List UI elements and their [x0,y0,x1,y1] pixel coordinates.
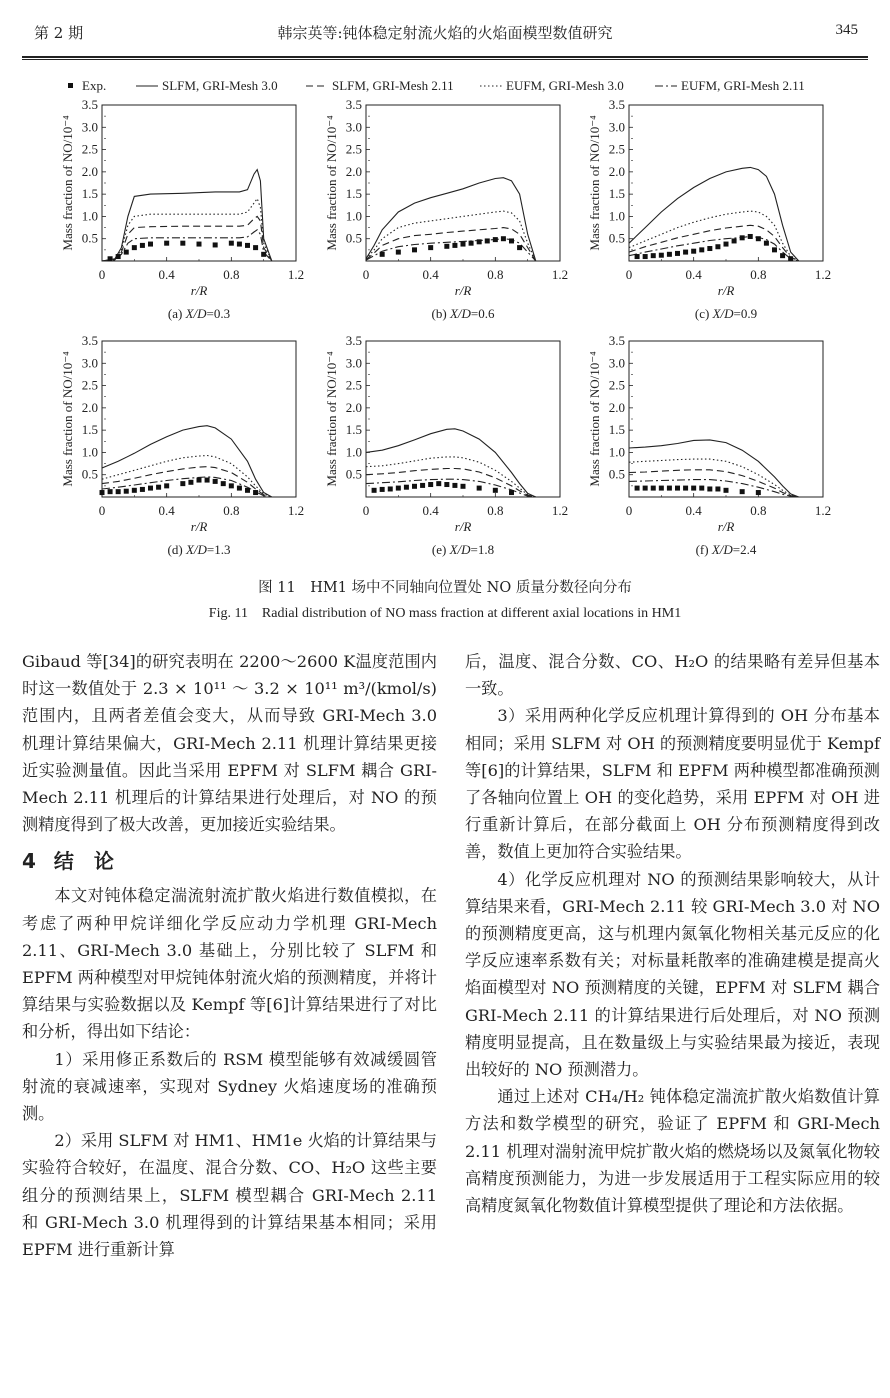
section-number: 4 [22,849,36,874]
exp-data-point [501,236,506,241]
exp-data-point [420,483,425,488]
y-tick-label: 1.5 [608,186,625,202]
exp-data-point [148,486,153,491]
exp-data-point [477,486,482,491]
y-tick-label: 0.5 [608,466,625,482]
exp-data-point [229,483,234,488]
exp-data-point [699,247,704,252]
legend-item [68,78,106,93]
exp-data-point [108,489,113,494]
exp-data-point [477,239,482,244]
exp-data-point [116,489,121,494]
x-axis-label: r/R [717,283,735,298]
exp-data-point [380,252,385,257]
exp-data-point [485,238,490,243]
exp-data-point [108,256,113,261]
y-tick-label: 0.5 [345,230,362,246]
y-tick-label: 2.0 [608,163,625,179]
y-tick-label: 1.5 [345,186,362,202]
exp-data-point [651,486,656,491]
paragraph: 通过上述对 CH₄/H₂ 钝体稳定湍流扩散火焰数值计算方法和数学模型的研究，验证了 EPFM 和 GRI-Mech 2.11 机理对湍射流甲烷扩散火焰的燃烧场以及氮氧化物较高精度预测能力，为进一步发展适用于工程实际应用的较高精度氮氧化物数值计算模型提供了理论和方法依据。 [465,1087,880,1216]
exp-data-point [197,478,202,483]
x-tick-label: 0.4 [158,267,175,282]
issue-number: 第 2 期 [34,24,84,42]
exp-data-point [469,241,474,246]
exp-data-point [667,486,672,491]
x-tick-label: 0 [98,503,106,518]
exp-data-point [659,486,664,491]
exp-data-point [148,242,153,247]
caption-variable: X/D [185,306,207,321]
exp-data-point [756,236,761,241]
caption-variable: X/D [185,542,207,557]
chart-panel [60,333,304,557]
exp-data-point [412,484,417,489]
exp-data-point [261,252,266,257]
exp-data-point [493,237,498,242]
exp-data-point [124,250,129,255]
exp-data-point [788,256,793,261]
paragraph: 后，温度、混合分数、CO、H₂O 的结果略有差异但基本一致。 [465,652,880,699]
exp-data-point [164,241,169,246]
x-tick-label: 0.8 [750,267,767,282]
exp-data-point [756,490,761,495]
exp-data-point [452,243,457,248]
legend-label: EUFM, GRI-Mesh 2.11 [681,78,805,93]
chart-panel [324,333,568,557]
y-tick-label: 3.0 [608,355,625,371]
panel-caption [695,306,757,321]
y-tick-label: 2.5 [81,141,98,157]
x-tick-label: 0.4 [422,503,439,518]
caption-variable: X/D [449,306,471,321]
exp-data-point [116,254,121,259]
exp-data-point [396,250,401,255]
exp-data-point [180,241,185,246]
y-tick-label: 3.5 [81,333,98,348]
x-tick-label: 0 [362,503,370,518]
exp-data-point [772,247,777,252]
caption-value: =1.3 [206,542,231,557]
y-axis-label: Mass fraction of NO/10⁻⁴ [587,351,602,487]
exp-data-point [213,479,218,484]
x-tick-label: 0.4 [685,503,702,518]
x-tick-label: 0.8 [223,503,240,518]
exp-data-point [436,481,441,486]
caption-value: =2.4 [732,542,757,557]
x-tick-label: 0.8 [487,503,504,518]
exp-data-point [100,490,105,495]
section-title: 结 论 [53,849,114,874]
exp-data-point [140,243,145,248]
caption-value: =0.9 [733,306,758,321]
x-axis-label: r/R [454,519,472,534]
exp-data-point [724,242,729,247]
section-heading [22,846,437,876]
exp-data-point [444,244,449,249]
y-tick-label: 3.5 [608,97,625,112]
exp-data-point [699,486,704,491]
exp-data-point [461,484,466,489]
panel-caption [168,306,230,321]
x-tick-label: 1.2 [551,503,569,518]
y-tick-label: 2.0 [81,163,98,179]
y-tick-label: 3.0 [345,119,362,135]
x-tick-label: 1.2 [551,267,569,282]
x-axis-label: r/R [190,519,208,534]
y-tick-label: 2.0 [345,399,362,415]
plot-frame [366,105,560,261]
exp-data-point [635,486,640,491]
x-tick-label: 0.4 [685,267,702,282]
x-axis-label: r/R [454,283,472,298]
exp-data-point [715,244,720,249]
legend-label: EUFM, GRI-Mesh 3.0 [506,78,624,93]
exp-data-point [197,242,202,247]
exp-data-point [643,486,648,491]
legend-label: SLFM, GRI-Mesh 2.11 [332,78,454,93]
y-tick-label: 3.5 [345,333,362,348]
legend-item [655,78,805,93]
legend-label: Exp. [82,78,107,93]
exp-data-point [132,245,137,250]
series-line-dashed [629,470,799,497]
exp-data-point [732,238,737,243]
exp-data-point [213,242,218,247]
exp-data-point [452,483,457,488]
exp-data-point [724,488,729,493]
y-tick-label: 3.5 [345,97,362,112]
paragraph: 1）采用修正系数后的 RSM 模型能够有效减缓圆管射流的衰减速率，实现对 Sydney 火焰速度场的准确预测。 [22,1049,437,1124]
exp-data-point [388,486,393,491]
exp-data-point [412,247,417,252]
chart-panel [587,333,831,557]
chart-panel [60,97,304,321]
series-line-dotted [366,211,536,261]
y-tick-label: 1.5 [345,422,362,438]
exp-data-point [132,488,137,493]
paragraph: 2）采用 SLFM 对 HM1、HM1e 火焰的计算结果与实验符合较好，在温度、混合分数、CO、H₂O 这些主要组分的预测结果上，SLFM 模型耦合 GRI-Mech 2.11 和 GRI-Mech 3.0 机理得到的计算结果基本相同；采用 EPFM 进行重新计算 [22,1131,437,1260]
y-tick-label: 0.5 [345,466,362,482]
exp-data-point [221,481,226,486]
series-line-solid [629,167,799,261]
exp-data-point [404,485,409,490]
y-axis-label: Mass fraction of NO/10⁻⁴ [60,115,75,251]
x-tick-label: 0.8 [487,267,504,282]
exp-data-point [707,246,712,251]
exp-data-point [740,235,745,240]
y-tick-label: 1.0 [608,444,625,460]
exp-data-point [164,483,169,488]
x-tick-label: 0 [362,267,370,282]
exp-data-point [245,488,250,493]
caption-value: =1.8 [470,542,495,557]
y-axis-label: Mass fraction of NO/10⁻⁴ [60,351,75,487]
exp-data-point [237,486,242,491]
y-tick-label: 0.5 [608,230,625,246]
exp-data-point [372,488,377,493]
paragraph: Gibaud 等[34]的研究表明在 2200～2600 K温度范围内时这一数值处于 2.3 × 10¹¹ ～ 3.2 × 10¹¹ m³/(kmol/s)范围内，且两者差值会变大，从而导致 GRI-Mech 3.0 机理计算结果偏大，GRI-Mech 2.11 机理计算结果更接近实验测量值。因此当采用 EPFM 对 SLFM 耦合 GRI-Mech 2.11 机理后的计算结果进行处理后，对 NO 的预测精度得到了极大改善，更加接近实验结果。 [22,652,437,835]
exp-data-point [675,251,680,256]
paragraph: 3）采用两种化学反应机理计算得到的 OH 分布基本相同；采用 SLFM 对 OH 的预测精度要明显优于 Kempf 等[6]的计算结果，SLFM 和 EPFM 两种模型都准确预测了各轴向位置上 OH 的变化趋势，采用 EPFM 对 OH 进行重新计算后，在部分截面上 OH 分布预测精度得到改善，数值上更加符合实验结果。 [465,706,880,862]
page-number: 345 [835,22,858,38]
y-tick-label: 2.5 [345,141,362,157]
caption-value: =0.6 [470,306,495,321]
caption-variable: X/D [449,542,471,557]
legend-item [480,78,624,93]
exp-data-point [428,245,433,250]
y-tick-label: 1.5 [81,186,98,202]
exp-data-point [493,488,498,493]
exp-data-point [509,238,514,243]
plot-frame [102,341,296,497]
paragraph: 4）化学反应机理对 NO 的预测结果影响较大，从计算结果来看，GRI-Mech 2.11 较 GRI-Mech 3.0 对 NO 的预测精度更高，这与机理内氮氧化物相关基元反应的化学反应速率系数有关；对标量耗散率的准确建模是提高火焰面模型对 NO 预测精度的关键，EPFM 对 SLFM 耦合 GRI-Mech 2.11 的计算结果进行后处理后，对 NO 预测精度明显提高，且在数量级上与实验结果最为接近，表现出较好的 NO 预测潜力。 [465,869,880,1080]
caption-value: =0.3 [206,306,231,321]
x-axis-label: r/R [717,519,735,534]
exp-data-point [780,253,785,258]
exp-data-point [659,253,664,258]
caption-prefix: (b) [431,306,450,321]
y-tick-label: 3.0 [81,119,98,135]
y-tick-label: 3.0 [345,355,362,371]
exp-data-point [740,489,745,494]
legend-marker [68,83,73,88]
exp-data-point [380,487,385,492]
legend-item [136,78,278,93]
x-tick-label: 1.2 [287,503,305,518]
exp-data-point [229,241,234,246]
paragraph: 本文对钝体稳定湍流射流扩散火焰进行数值模拟，在考虑了两种甲烷详细化学反应动力学机理 GRI-Mech 2.11、GRI-Mech 3.0 基础上，分别比较了 SLFM 和 EPFM 两种模型对甲烷钝体射流火焰的预测精度，并将计算结果与实验数据以及 Kempf 等[6]计算结果进行了对比和分析，得出如下结论： [22,886,437,1042]
exp-data-point [444,482,449,487]
exp-data-point [675,486,680,491]
exp-data-point [643,254,648,259]
exp-data-point [396,486,401,491]
x-tick-label: 0.8 [750,503,767,518]
exp-data-point [691,249,696,254]
exp-data-point [635,254,640,259]
y-tick-label: 1.0 [345,444,362,460]
y-tick-label: 2.0 [608,399,625,415]
y-tick-label: 1.5 [81,422,98,438]
x-tick-label: 1.2 [814,503,832,518]
plot-frame [629,105,823,261]
exp-data-point [428,482,433,487]
exp-data-point [691,486,696,491]
exp-data-point [140,487,145,492]
caption-prefix: (e) [431,542,450,557]
y-tick-label: 1.0 [345,208,362,224]
left-column [22,648,437,1263]
x-tick-label: 0.8 [223,267,240,282]
exp-data-point [253,245,258,250]
y-tick-label: 1.0 [81,208,98,224]
x-tick-label: 0.4 [158,503,175,518]
legend-item [306,78,454,93]
y-tick-label: 2.0 [345,163,362,179]
running-title: 韩宗英等:钝体稳定射流火焰的火焰面模型数值研究 [277,24,613,42]
exp-data-point [683,486,688,491]
figure-caption-cn: 图 11 HM1 场中不同轴向位置处 NO 质量分数径向分布 [258,580,632,596]
exp-data-point [707,486,712,491]
exp-data-point [237,242,242,247]
caption-prefix: (c) [694,306,713,321]
y-tick-label: 3.0 [608,119,625,135]
exp-data-point [764,241,769,246]
x-tick-label: 0.4 [422,267,439,282]
y-tick-label: 1.0 [81,444,98,460]
exp-data-point [517,245,522,250]
caption-prefix: (a) [167,306,186,321]
exp-data-point [156,485,161,490]
y-tick-label: 0.5 [81,466,98,482]
panel-caption [432,306,495,321]
exp-data-point [253,490,258,495]
y-tick-label: 2.5 [608,141,625,157]
exp-data-point [683,250,688,255]
caption-prefix: (f) [695,542,712,557]
exp-data-point [245,243,250,248]
right-column [465,648,880,1219]
y-tick-label: 2.5 [608,377,625,393]
exp-data-point [667,252,672,257]
y-tick-label: 2.5 [81,377,98,393]
y-axis-label: Mass fraction of NO/10⁻⁴ [324,351,339,487]
y-tick-label: 3.0 [81,355,98,371]
legend-label: SLFM, GRI-Mesh 3.0 [162,78,278,93]
chart-panel [587,97,831,321]
x-tick-label: 0 [625,267,633,282]
figure-11 [0,0,890,570]
y-tick-label: 3.5 [608,333,625,348]
caption-variable: X/D [711,542,733,557]
plot-frame [629,341,823,497]
exp-data-point [748,234,753,239]
exp-data-point [124,489,129,494]
x-tick-label: 0 [98,267,106,282]
y-axis-label: Mass fraction of NO/10⁻⁴ [587,115,602,251]
y-tick-label: 2.0 [81,399,98,415]
y-axis-label: Mass fraction of NO/10⁻⁴ [324,115,339,251]
panel-caption [696,542,757,557]
exp-data-point [461,242,466,247]
exp-data-point [180,481,185,486]
x-tick-label: 0 [625,503,633,518]
plot-frame [366,341,560,497]
y-tick-label: 1.0 [608,208,625,224]
exp-data-point [651,253,656,258]
x-axis-label: r/R [190,283,208,298]
chart-panel [324,97,568,321]
x-tick-label: 1.2 [287,267,305,282]
y-tick-label: 2.5 [345,377,362,393]
exp-data-point [205,478,210,483]
y-tick-label: 3.5 [81,97,98,112]
caption-prefix: (d) [167,542,186,557]
panel-caption [168,542,231,557]
y-tick-label: 1.5 [608,422,625,438]
panel-caption [432,542,494,557]
exp-data-point [509,490,514,495]
x-tick-label: 1.2 [814,267,832,282]
y-tick-label: 0.5 [81,230,98,246]
figure-caption-en: Fig. 11 Radial distribution of NO mass fraction at different axial locations in HM1 [208,606,682,621]
exp-data-point [715,486,720,491]
caption-variable: X/D [712,306,734,321]
exp-data-point [188,480,193,485]
